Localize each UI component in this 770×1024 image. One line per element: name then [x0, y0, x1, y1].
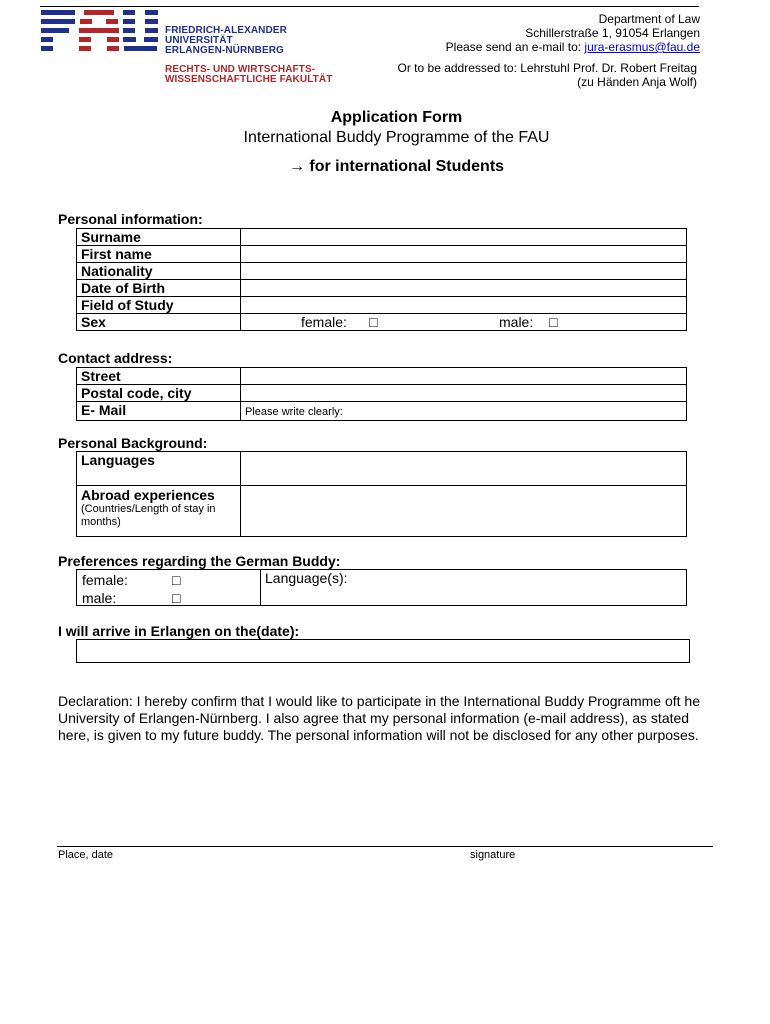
email-label: E- Mail — [77, 402, 241, 421]
abroad-label: Abroad experiences (Countries/Length of stay in months) — [77, 486, 241, 537]
languages-label: Languages — [77, 452, 241, 486]
street-label: Street — [77, 368, 241, 385]
personal-table — [76, 228, 687, 331]
place-date-label: Place, date — [58, 849, 114, 861]
declaration-text: Declaration: I hereby confirm that I would like to participate in the International Buddy Programme oft he University of Erlangen-Nürnberg. I also agree that my personal information (e-mail address), as stated here, is given to my future buddy. The personal information will not be disclosed for any other purposes. — [58, 693, 701, 743]
university-name: FRIEDRICH-ALEXANDER UNIVERSITÄT ERLANGEN-NÜRNBERG — [165, 25, 287, 56]
signature-line — [57, 846, 713, 847]
arrival-heading: I will arrive in Erlangen on the(date): — [58, 623, 300, 639]
sex-female-label: female: — [301, 314, 347, 330]
email-field[interactable] — [241, 402, 687, 421]
email-link[interactable]: jura-erasmus@fau.de — [584, 40, 700, 54]
nationality-field[interactable] — [241, 263, 687, 280]
contact-heading: Contact address: — [58, 350, 173, 366]
email-hint: Please write clearly: — [245, 406, 343, 418]
personal-heading: Personal information: — [58, 211, 203, 227]
form-subtitle: International Buddy Programme of the FAU — [243, 129, 550, 146]
field-of-study-field[interactable] — [241, 297, 687, 314]
surname-label: Surname — [77, 229, 241, 246]
sex-male-label: male: — [499, 314, 534, 330]
pref-female-label: female: — [82, 572, 128, 588]
dob-label: Date of Birth — [77, 280, 241, 297]
pref-female-checkbox[interactable]: □ — [172, 572, 181, 588]
contact-table — [76, 367, 687, 421]
abroad-note: (Countries/Length of stay in months) — [81, 503, 216, 528]
postal-field[interactable] — [241, 385, 687, 402]
surname-field[interactable] — [241, 229, 687, 246]
first-name-label: First name — [77, 246, 241, 263]
field-of-study-label: Field of Study — [77, 297, 241, 314]
dob-field[interactable] — [241, 280, 687, 297]
faculty-name: RECHTS- UND WIRTSCHAFTS- WISSENSCHAFTLICHE FAKULTÄT — [165, 64, 333, 85]
signature-label: signature — [470, 849, 516, 861]
pref-divider — [260, 570, 261, 605]
sex-field — [241, 314, 687, 331]
abroad-field[interactable] — [241, 486, 687, 537]
arrival-date-field[interactable] — [76, 639, 690, 663]
background-table — [76, 451, 687, 537]
first-name-field[interactable] — [241, 246, 687, 263]
fau-logo — [41, 10, 158, 57]
postal-label: Postal code, city — [77, 385, 241, 402]
pref-male-label: male: — [82, 590, 117, 606]
sex-label: Sex — [77, 314, 241, 331]
form-target-audience: → for international Students — [288, 158, 505, 175]
preferences-box — [76, 569, 687, 606]
pref-languages-label: Language(s): — [265, 570, 348, 586]
languages-field[interactable] — [241, 452, 687, 486]
postal-address: Or to be addressed to: Lehrstuhl Prof. Dr. Robert Freitag (zu Händen Anja Wolf) — [397, 61, 697, 89]
sex-male-checkbox[interactable]: □ — [549, 314, 558, 330]
sex-female-checkbox[interactable]: □ — [369, 314, 378, 330]
preferences-heading: Preferences regarding the German Buddy: — [58, 553, 341, 569]
nationality-label: Nationality — [77, 263, 241, 280]
form-title: Application Form — [330, 109, 463, 126]
background-heading: Personal Background: — [58, 435, 208, 451]
top-rule — [40, 6, 699, 7]
pref-male-checkbox[interactable]: □ — [172, 590, 181, 606]
street-field[interactable] — [241, 368, 687, 385]
department-address: Department of Law Schillerstraße 1, 91054 Erlangen Please send an e-mail to: jura-erasmus@fau.de — [445, 12, 700, 54]
